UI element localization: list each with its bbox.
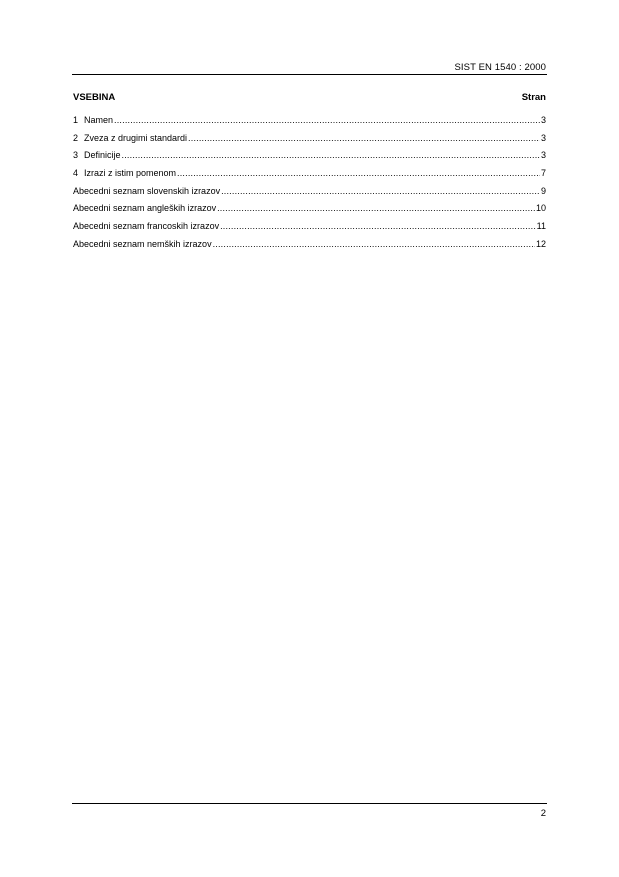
toc-entry-page: 9 — [540, 185, 546, 196]
toc-entry-title: Abecedni seznam francoskih izrazov — [73, 221, 220, 232]
toc-entry[interactable] — [73, 221, 546, 239]
toc-entry-title: Definicije — [84, 150, 121, 161]
dot-leader — [217, 203, 535, 213]
dot-leader — [220, 221, 536, 231]
toc-entry-number: 1 — [73, 115, 79, 125]
document-code: SIST EN 1540 : 2000 — [454, 62, 546, 73]
dot-leader — [188, 133, 540, 143]
toc-entry-number: 2 — [73, 132, 79, 143]
dot-leader — [213, 239, 535, 249]
toc-entry-page: 3 — [540, 132, 546, 143]
page-number: 2 — [540, 808, 546, 819]
footer-rule — [72, 803, 547, 804]
toc-entry-page: 11 — [536, 221, 546, 232]
toc-entry-title: Izrazi z istim pomenom — [84, 168, 177, 179]
toc-entry[interactable] — [73, 150, 546, 168]
toc-entry-page: 12 — [535, 238, 546, 249]
dot-leader — [177, 168, 540, 178]
dot-leader — [114, 115, 540, 125]
toc-entry[interactable] — [73, 203, 546, 221]
toc-entry[interactable] — [73, 239, 546, 257]
table-of-contents — [73, 115, 546, 257]
toc-entry[interactable] — [73, 115, 546, 133]
toc-page-column-label: Stran — [521, 92, 546, 103]
dot-leader — [221, 186, 540, 196]
toc-entry-page: 3 — [540, 115, 546, 125]
toc-entry-title: Abecedni seznam nemških izrazov — [73, 238, 212, 249]
toc-entry-title: Zveza z drugimi standardi — [84, 132, 188, 143]
dot-leader — [122, 150, 540, 160]
toc-entry-title: Abecedni seznam angleških izrazov — [73, 203, 217, 214]
header-rule — [72, 74, 547, 75]
toc-entry-number: 3 — [73, 150, 79, 161]
toc-entry-page: 3 — [540, 150, 546, 161]
toc-entry-page: 10 — [535, 203, 546, 214]
toc-entry-title: Namen — [84, 115, 114, 125]
toc-entry-title: Abecedni seznam slovenskih izrazov — [73, 185, 221, 196]
toc-entry[interactable] — [73, 133, 546, 151]
toc-heading: VSEBINA — [73, 92, 116, 103]
toc-entry-page: 7 — [540, 168, 546, 179]
toc-entry-number: 4 — [73, 168, 79, 179]
toc-entry[interactable] — [73, 168, 546, 186]
toc-entry[interactable] — [73, 186, 546, 204]
toc-header — [73, 92, 546, 103]
